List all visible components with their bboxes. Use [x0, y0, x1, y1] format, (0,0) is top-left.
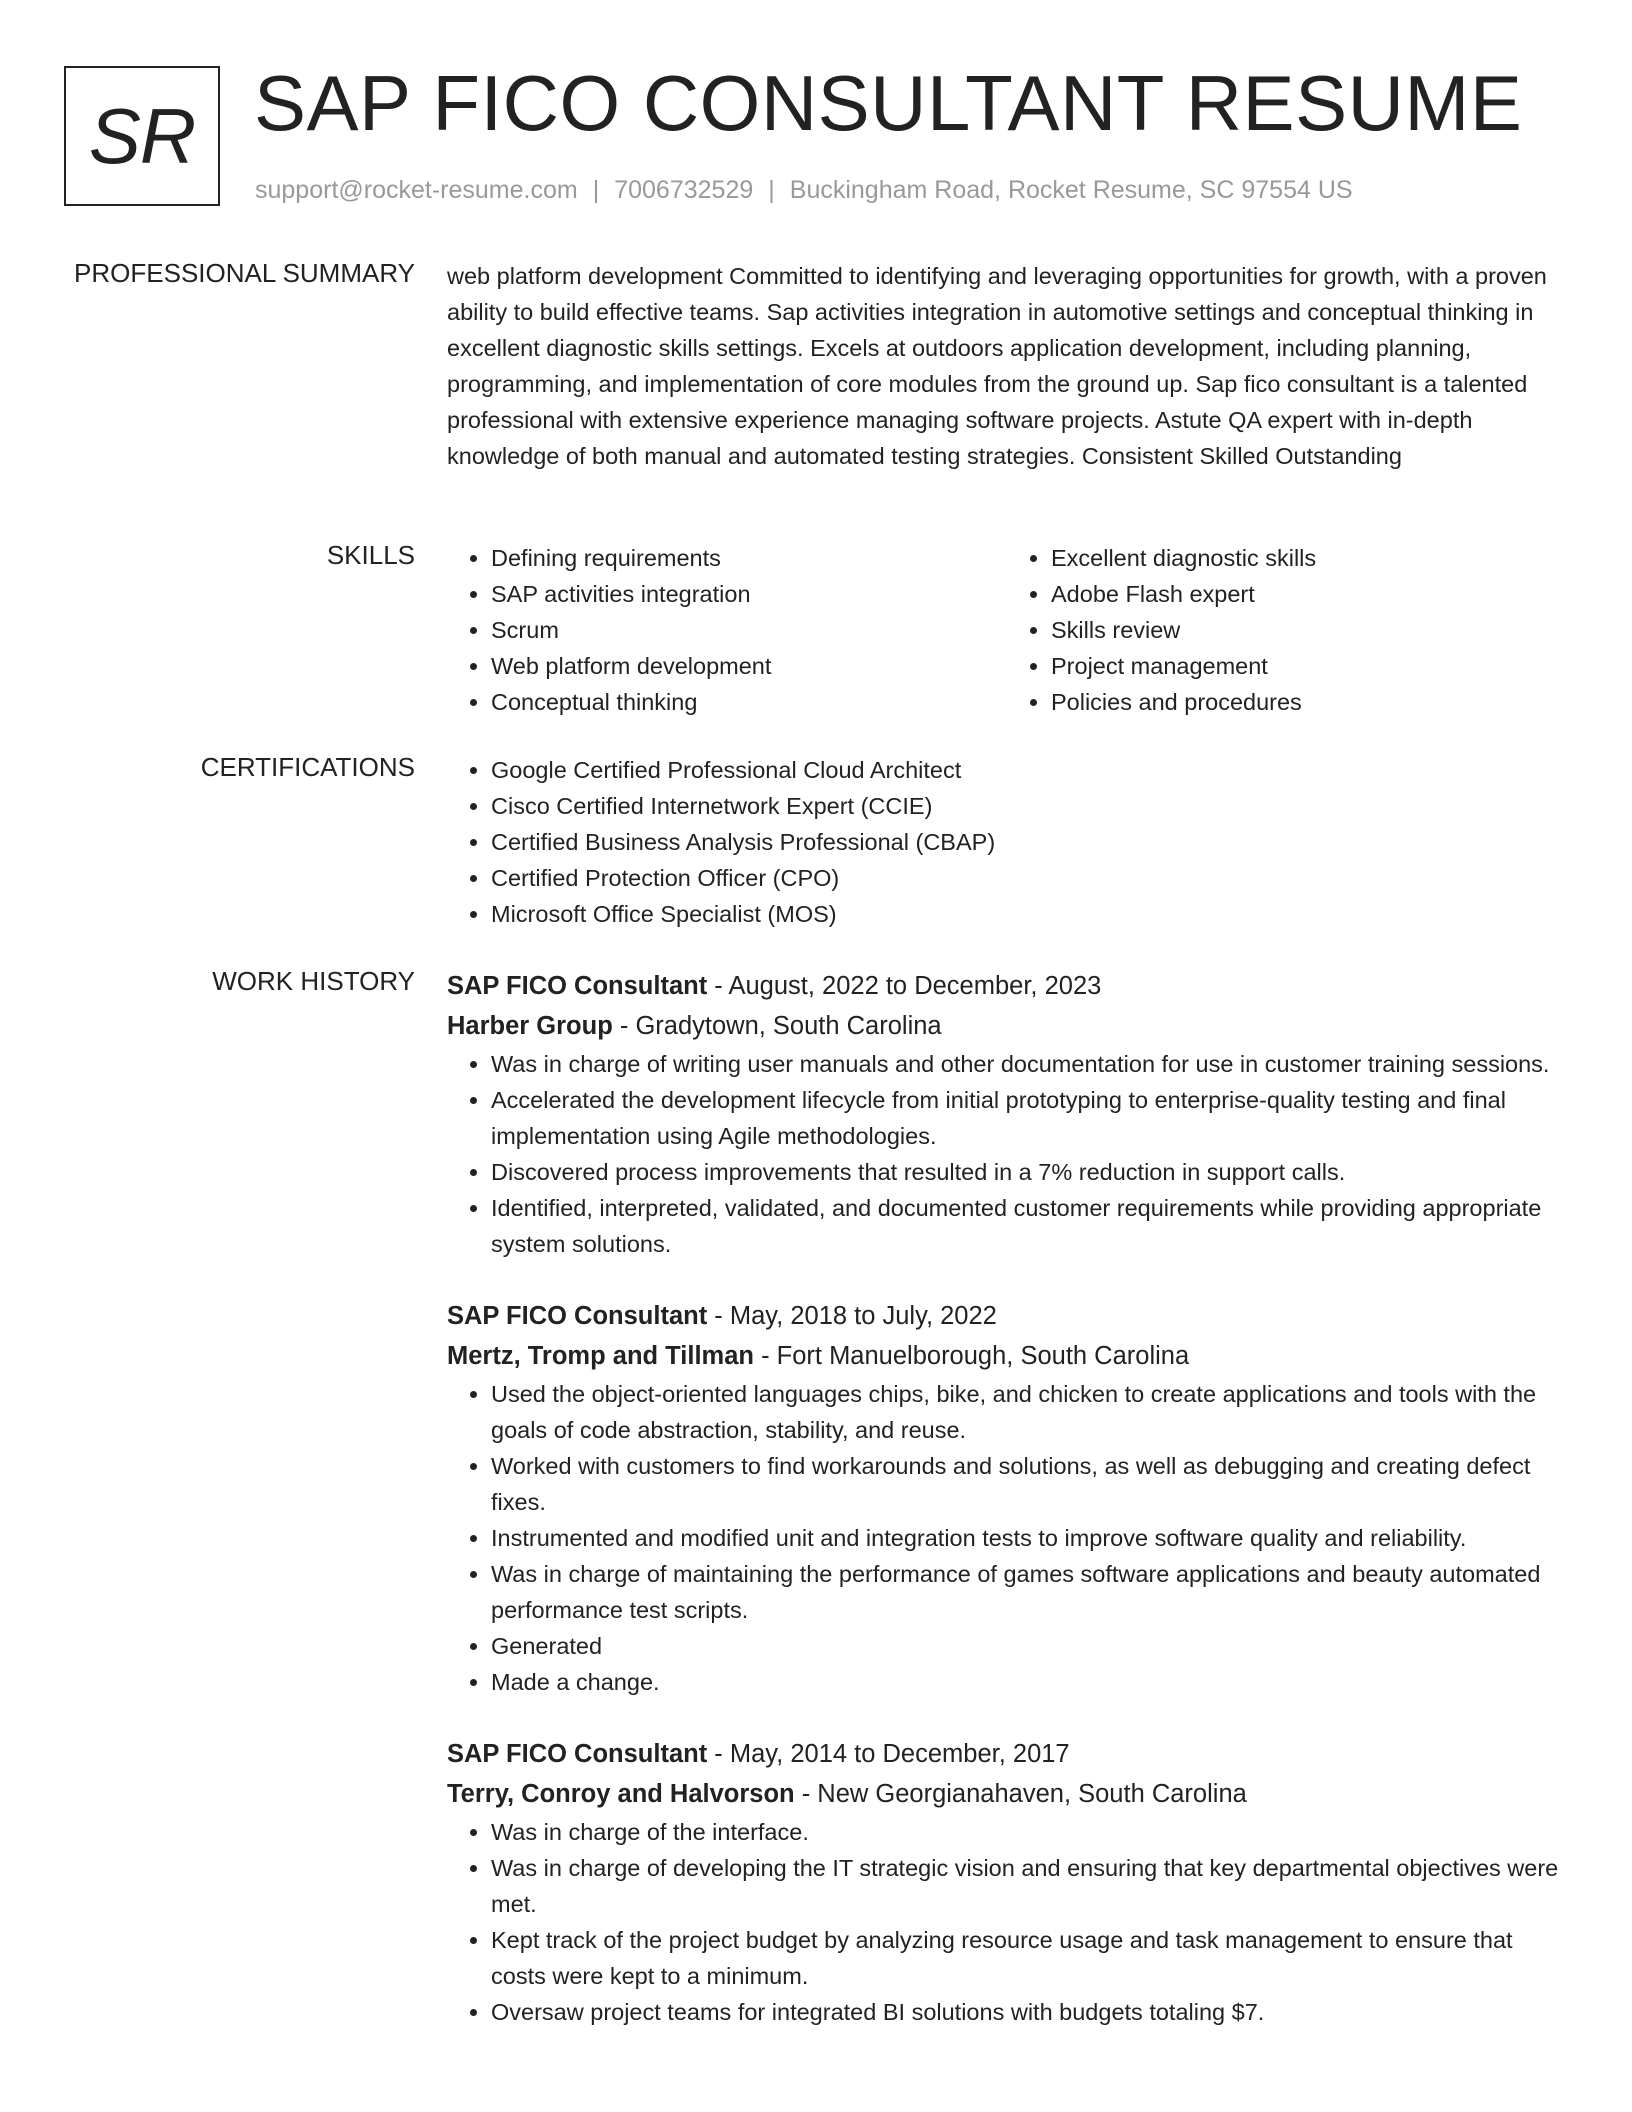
job-title-line — [447, 1296, 1567, 1336]
job-location: - Fort Manuelborough, South Carolina — [753, 1342, 1190, 1370]
job-company: Mertz, Tromp and Tillman — [447, 1342, 754, 1370]
job-bullet: • Was in charge of the interface. — [491, 1814, 1567, 1850]
job-title: SAP FICO Consultant — [447, 1302, 708, 1330]
summary-heading: PROFESSIONAL SUMMARY — [74, 258, 415, 288]
skill-item: • SAP activities integration — [491, 576, 1007, 612]
job-bullet: • Made a change. — [491, 1664, 1567, 1700]
certification-item: • Cisco Certified Internetwork Expert (CCIE) — [491, 788, 1567, 824]
job-bullets — [447, 1046, 1567, 1262]
job-bullet: • Was in charge of maintaining the performance of games software applications and beauty automated performance test scripts. — [491, 1556, 1567, 1628]
job-dates: - May, 2014 to December, 2017 — [707, 1740, 1070, 1768]
certifications-heading: CERTIFICATIONS — [200, 752, 415, 782]
job-dates: - May, 2018 to July, 2022 — [707, 1302, 997, 1330]
job-bullet: • Oversaw project teams for integrated BI solutions with budgets totaling $7. — [491, 1994, 1567, 2030]
contact-address: Buckingham Road, Rocket Resume, SC 97554 US — [789, 176, 1353, 204]
certification-item: • Certified Protection Officer (CPO) — [491, 860, 1567, 896]
job-title-line — [447, 1734, 1567, 1774]
contact-separator: | — [768, 176, 775, 204]
job-bullet: • Used the object-oriented languages chips, bike, and chicken to create applications and tools with the goals of code abstraction, stability, and reuse. — [491, 1376, 1567, 1448]
skills-list-right — [1007, 540, 1567, 720]
certification-item: • Microsoft Office Specialist (MOS) — [491, 896, 1567, 932]
contact-phone: 7006732529 — [614, 176, 754, 204]
skill-item: • Policies and procedures — [1051, 684, 1567, 720]
job-title: SAP FICO Consultant — [447, 972, 708, 1000]
skill-item: • Skills review — [1051, 612, 1567, 648]
skill-item: • Project management — [1051, 648, 1567, 684]
job-bullet: • Kept track of the project budget by analyzing resource usage and task management to ensure that costs were kept to a minimum. — [491, 1922, 1567, 1994]
contact-line — [255, 176, 1353, 205]
skills-body — [447, 540, 1567, 720]
contact-separator: | — [592, 176, 600, 204]
job-location: - New Georgianahaven, South Carolina — [794, 1780, 1247, 1808]
job-bullet: • Instrumented and modified unit and integration tests to improve software quality and reliability. — [491, 1520, 1567, 1556]
job-bullet: • Was in charge of developing the IT strategic vision and ensuring that key departmental objectives were met. — [491, 1850, 1567, 1922]
certifications-body — [447, 752, 1567, 932]
contact-email: support@rocket-resume.com — [255, 176, 578, 204]
job-bullet: • Worked with customers to find workarounds and solutions, as well as debugging and creating defect fixes. — [491, 1448, 1567, 1520]
job-bullet: • Accelerated the development lifecycle from initial prototyping to enterprise-quality testing and final implementation using Agile methodologies. — [491, 1082, 1567, 1154]
skill-item: • Excellent diagnostic skills — [1051, 540, 1567, 576]
skill-item: • Conceptual thinking — [491, 684, 1007, 720]
skill-item: • Defining requirements — [491, 540, 1007, 576]
job-company-line — [447, 1774, 1567, 1814]
job-bullet: • Was in charge of writing user manuals and other documentation for use in customer training sessions. — [491, 1046, 1567, 1082]
job-entry — [447, 966, 1567, 1262]
job-title: SAP FICO Consultant — [447, 1740, 708, 1768]
job-bullets — [447, 1376, 1567, 1700]
job-company-line — [447, 1336, 1567, 1376]
skill-item: • Web platform development — [491, 648, 1007, 684]
job-bullet: • Discovered process improvements that resulted in a 7% reduction in support calls. — [491, 1154, 1567, 1190]
resume-title: SAP FICO CONSULTANT RESUME — [254, 59, 1523, 147]
skill-item: • Scrum — [491, 612, 1007, 648]
job-entry — [447, 1734, 1567, 2030]
skills-list-left — [447, 540, 1007, 720]
certification-item: • Google Certified Professional Cloud Architect — [491, 752, 1567, 788]
job-bullet: • Generated — [491, 1628, 1567, 1664]
job-bullet: • Identified, interpreted, validated, and documented customer requirements while providing appropriate system solutions. — [491, 1190, 1567, 1262]
job-entry — [447, 1296, 1567, 1700]
summary-text: web platform development Committed to identifying and leveraging opportunities for growth, with a proven ability to build effective teams. Sap activities integration in automotive settings and conceptual thinking in excellent diagnostic skills settings. Excels at outdoors application development, including planning, programming, and implementation of core modules from the ground up. Sap fico consultant is a talented professional with extensive experience managing software projects. Astute QA expert with in-depth knowledge of both manual and automated testing strategies. Consistent Skilled Outstanding — [447, 263, 1547, 469]
job-title-line — [447, 966, 1567, 1006]
summary-body — [447, 258, 1567, 474]
work-history-heading: WORK HISTORY — [212, 966, 415, 996]
skills-heading: SKILLS — [326, 540, 415, 570]
job-company-line — [447, 1006, 1567, 1046]
skill-item: • Adobe Flash expert — [1051, 576, 1567, 612]
certifications-list — [447, 752, 1567, 932]
job-dates: - August, 2022 to December, 2023 — [707, 972, 1102, 1000]
job-bullets — [447, 1814, 1567, 2030]
job-company: Terry, Conroy and Halvorson — [447, 1780, 795, 1808]
job-company: Harber Group — [447, 1012, 613, 1040]
certification-item: • Certified Business Analysis Professional (CBAP) — [491, 824, 1567, 860]
monogram-logo: SR — [64, 66, 220, 206]
work-history-body — [447, 966, 1567, 2064]
job-location: - Gradytown, South Carolina — [612, 1012, 942, 1040]
